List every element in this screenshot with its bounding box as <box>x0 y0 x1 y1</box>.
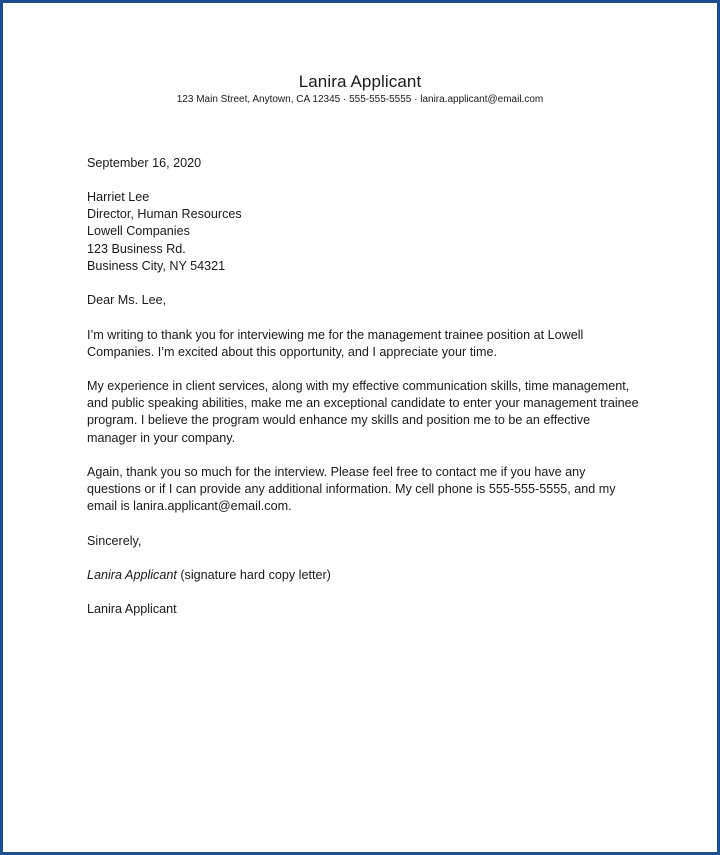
recipient-name: Harriet Lee <box>87 190 150 204</box>
recipient-city-state-zip: Business City, NY 54321 <box>87 258 226 273</box>
signature-line <box>87 567 642 584</box>
recipient-company: Lowell Companies <box>87 224 190 239</box>
sender-contact-line: 123 Main Street, Anytown, CA 12345 · 555-555-5555 · lanira.applicant@email.com <box>176 94 544 105</box>
paragraph-experience: My experience in client services, along with my effective communication skills, time management, and public speaking abilities, make me an exceptional candidate to enter your management trainee program. I believe the program would enhance my skills and position me to be an effective manager in your company. <box>87 379 639 445</box>
letter-date: September 16, 2020 <box>87 156 202 170</box>
paragraph-contact: Again, thank you so much for the interview. Please feel free to contact me if you have any questions or if I can provide any additional information. My cell phone is 555-555-5555, and my email is lanira.applicant@email.com. <box>87 465 616 514</box>
sender-name: Lanira Applicant <box>298 72 422 91</box>
typed-name: Lanira Applicant <box>87 602 177 616</box>
signature-note: (signature hard copy letter) <box>176 568 331 582</box>
salutation: Dear Ms. Lee, <box>87 293 167 307</box>
signature-name: Lanira Applicant <box>87 568 177 582</box>
recipient-address-block <box>87 189 642 275</box>
recipient-title: Director, Human Resources <box>87 207 242 222</box>
paragraph-thanks: I’m writing to thank you for interviewing me for the management trainee position at Lowell Companies. I’m excited about this opportunity, and I appreciate your time. <box>87 328 584 360</box>
closing: Sincerely, <box>87 534 142 548</box>
recipient-street: 123 Business Rd. <box>87 241 186 256</box>
